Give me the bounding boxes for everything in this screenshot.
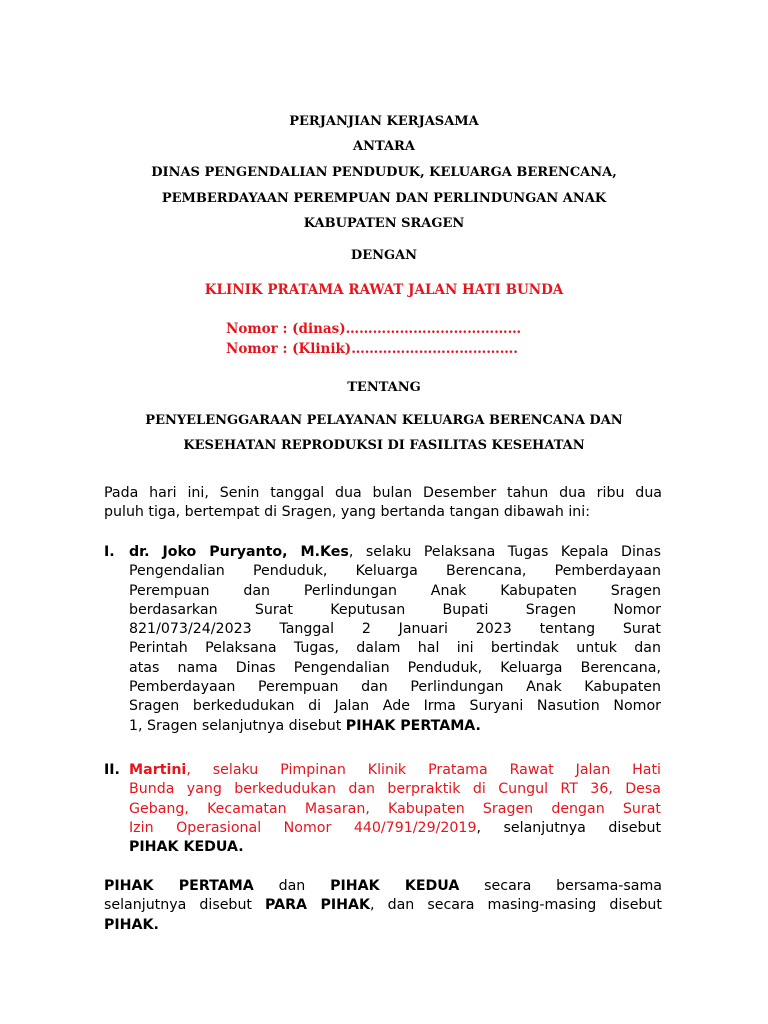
nomor-dinas: Nomor : (dinas)…………………………………	[226, 321, 522, 337]
doc-subject-line1: PENYELENGGARAAN PELAYANAN KELUARGA BERENCANA DAN	[145, 413, 623, 428]
doc-party-dinas-line1: DINAS PENGENDALIAN PENDUDUK, KELUARGA BERENCANA,	[151, 165, 617, 180]
party1-paragraph: dr. Joko Puryanto, M.Kes, selaku Pelaksana Tugas Kepala Dinas Pengendalian Penduduk, Keluarga Berencana, Pemberdayaan Perempuan dan Perlindungan Anak Kabupaten Sragen berdasarkan Surat Keputusan Bupati Sragen Nomor 821/073/24/2023 Tanggal 2 Januari 2023 tentang Surat Perintah Pelaksana Tugas, dalam hal ini bertindak untuk dan atas nama Dinas Pengendalian Penduduk, Keluarga Berencana, Pemberdayaan Perempuan dan Perlindungan Anak Kabupaten Sragen berkedudukan di Jalan Ade Irma Suryani Nasution Nomor 1, Sragen selanjutnya disebut PIHAK PERTAMA.	[129, 544, 662, 734]
doc-dengan: DENGAN	[350, 248, 418, 263]
party1-numeral: I.	[104, 544, 115, 560]
doc-tentang: TENTANG	[347, 380, 421, 395]
doc-party-dinas-line2: PEMBERDAYAAN PEREMPUAN DAN PERLINDUNGAN ANAK	[161, 191, 607, 206]
doc-party-clinic: KLINIK PRATAMA RAWAT JALAN HATI BUNDA	[204, 282, 564, 298]
doc-party-dinas-line3: KABUPATEN SRAGEN	[303, 216, 465, 231]
nomor-klinik: Nomor : (Klinik)……………………………….	[226, 341, 518, 357]
party1-name: dr. Joko Puryanto	[129, 544, 283, 560]
party2-paragraph: Martini, selaku Pimpinan Klinik Pratama Rawat Jalan Hati Bunda yang berkedudukan dan berpraktik di Cungul RT 36, Desa Gebang, Kecamatan Masaran, Kabupaten Sragen dengan Surat Izin Operasional Nomor 440/791/29/2019, selanjutnya disebut PIHAK KEDUA.	[129, 762, 662, 856]
doc-title: PERJANJIAN KERJASAMA	[289, 114, 479, 129]
doc-subject-line2: KESEHATAN REPRODUKSI DI FASILITAS KESEHATAN	[183, 438, 585, 453]
party2-designation: PIHAK KEDUA.	[129, 839, 244, 856]
intro-paragraph	[104, 484, 662, 523]
intro-line: Pada hari ini, Senin tanggal dua bulan Desember tahun dua ribu dua	[104, 485, 662, 501]
party2-numeral: II.	[104, 762, 120, 778]
doc-antara: ANTARA	[353, 139, 415, 154]
party2-name: Martini	[129, 762, 187, 778]
party1-designation: PIHAK PERTAMA.	[345, 717, 481, 734]
closing-paragraph: PIHAK PERTAMA dan PIHAK KEDUA secara bersama-sama selanjutnya disebut PARA PIHAK, dan secara masing-masing disebut PIHAK.	[104, 878, 662, 933]
intro-line: puluh tiga, bertempat di Sragen, yang bertanda tangan dibawah ini:	[104, 504, 591, 521]
party1-degree: , M.Kes	[282, 544, 349, 560]
